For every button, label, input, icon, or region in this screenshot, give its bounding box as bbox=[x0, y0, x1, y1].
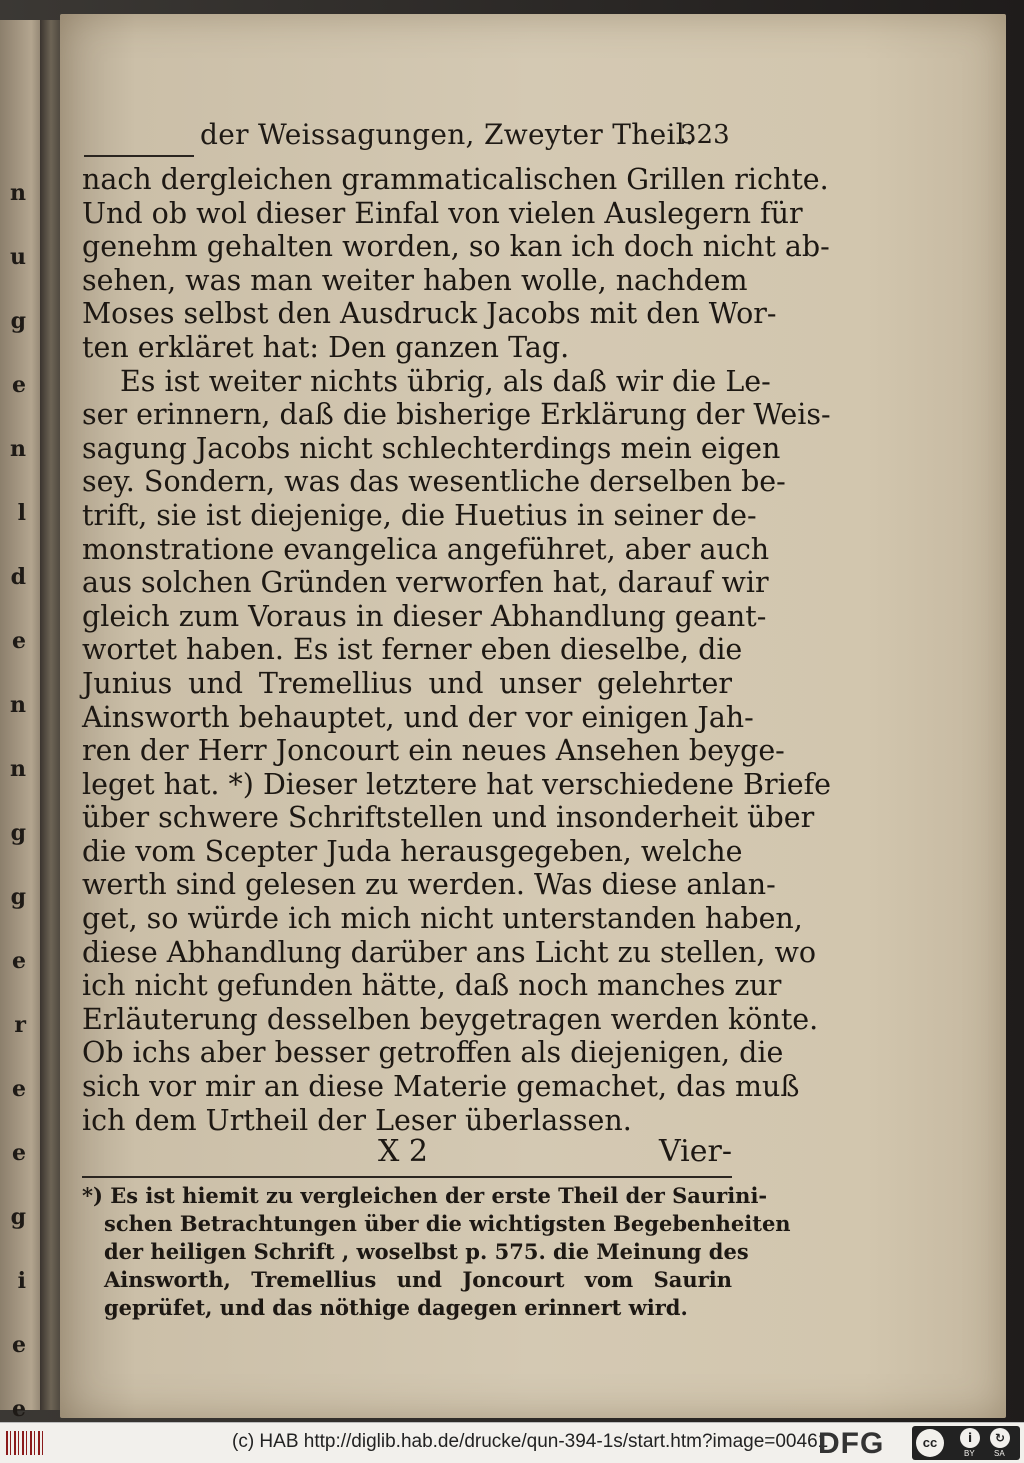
body-line: gleich zum Voraus in dieser Abhandlung geant- bbox=[82, 599, 767, 633]
body-line: Ainsworth behauptet, und der vor einigen Jah- bbox=[82, 700, 754, 734]
left-page-fragment: g bbox=[10, 1204, 26, 1230]
footnote-line: der heiligen Schrift , woselbst p. 575. die Meinung des bbox=[104, 1239, 749, 1264]
running-head-title: der Weissagungen, Zweyter Theil. bbox=[200, 118, 695, 151]
body-line: Es ist weiter nichts übrig, als daß wir die Le- bbox=[120, 364, 771, 398]
page-number: 323 bbox=[680, 120, 730, 150]
body-line: leget hat. *) Dieser letztere hat verschiedene Briefe bbox=[82, 767, 832, 801]
body-line: Moses selbst den Ausdruck Jacobs mit den Wor- bbox=[82, 297, 777, 331]
left-page-fragment: n bbox=[10, 692, 26, 718]
body-line: wortet haben. Es ist ferner eben dieselbe, die bbox=[82, 633, 743, 667]
body-line: ren der Herr Joncourt ein neues Ansehen beyge- bbox=[82, 734, 785, 768]
body-line: ten erkläret hat: Den ganzen Tag. bbox=[82, 330, 570, 364]
body-line: Ob ichs aber besser getroffen als diejenigen, die bbox=[82, 1036, 784, 1070]
body-line: über schwere Schriftstellen und insonderheit über bbox=[82, 801, 815, 835]
body-line: sich vor mir an diese Materie gemachet, das muß bbox=[82, 1070, 800, 1104]
body-line: die vom Scepter Juda herausgegeben, welche bbox=[82, 834, 743, 868]
footnote bbox=[82, 1182, 791, 1322]
signature-mark: X 2 bbox=[378, 1134, 428, 1169]
left-page-fragment: d bbox=[10, 564, 26, 590]
left-page-fragment: n bbox=[10, 756, 26, 782]
body-line: Und ob wol dieser Einfal von vielen Auslegern für bbox=[82, 196, 803, 230]
cc-icon: cc bbox=[916, 1429, 944, 1457]
copyright-credit[interactable]: (c) HAB http://diglib.hab.de/drucke/qun-394-1s/start.htm?image=00461 bbox=[232, 1431, 829, 1452]
catch-row bbox=[82, 1134, 732, 1174]
left-page-fragment: r bbox=[14, 1012, 26, 1038]
footnote-line: *) Es ist hiemit zu vergleichen der erste Theil der Saurini- bbox=[82, 1183, 768, 1208]
left-page-fragment: e bbox=[12, 372, 26, 398]
barcode-icon bbox=[6, 1431, 46, 1455]
left-page-fragment: e bbox=[12, 1332, 26, 1358]
left-page-fragment: e bbox=[12, 628, 26, 654]
footnote-line: Ainsworth, Tremellius und Joncourt vom Saurin bbox=[104, 1267, 732, 1292]
left-page-fragment: e bbox=[12, 948, 26, 974]
body-line: diese Abhandlung darüber ans Licht zu stellen, wo bbox=[82, 935, 817, 969]
license-sa-label: SA bbox=[994, 1449, 1005, 1458]
body-line: werth sind gelesen zu werden. Was diese anlan- bbox=[82, 868, 776, 902]
left-page-fragment: l bbox=[17, 500, 26, 526]
footnote-line: geprüfet, und das nöthige dagegen erinnert wird. bbox=[104, 1295, 688, 1320]
running-head-rule bbox=[84, 155, 194, 157]
footer-bar bbox=[0, 1422, 1024, 1463]
body-line: nach dergleichen grammaticalischen Grillen richte. bbox=[82, 163, 829, 196]
body-line: get, so würde ich mich nicht unterstanden haben, bbox=[82, 902, 803, 936]
footnote-rule bbox=[82, 1176, 732, 1178]
body-line: sagung Jacobs nicht schlechterdings mein eigen bbox=[82, 431, 781, 465]
left-page-fragment: i bbox=[17, 1268, 26, 1294]
body-line: Junius und Tremellius und unser gelehrter bbox=[82, 666, 732, 700]
body-line: monstratione evangelica angeführet, aber auch bbox=[82, 532, 770, 566]
body-text bbox=[82, 163, 832, 1137]
left-page-fragment: e bbox=[12, 1140, 26, 1166]
left-page-fragment: e bbox=[12, 1396, 26, 1422]
left-page-fragment: e bbox=[12, 1076, 26, 1102]
left-page-fragment: g bbox=[10, 820, 26, 846]
body-line: ich nicht gefunden hätte, daß noch manches zur bbox=[82, 969, 782, 1003]
share-alike-icon: ↻ bbox=[990, 1428, 1010, 1448]
body-line: sehen, was man weiter haben wolle, nachdem bbox=[82, 263, 748, 297]
left-page-fragment: g bbox=[10, 884, 26, 910]
body-line: aus solchen Gründen verworfen hat, darauf wir bbox=[82, 566, 769, 600]
body-line: ich dem Urtheil der Leser überlassen. bbox=[82, 1103, 632, 1137]
cc-license-badge[interactable] bbox=[912, 1426, 1020, 1460]
body-line: genehm gehalten worden, so kan ich doch nicht ab- bbox=[82, 230, 830, 264]
dfg-logo: DFG bbox=[818, 1427, 885, 1460]
left-page-fragment: n bbox=[10, 436, 26, 462]
body-line: trift, sie ist diejenige, die Huetius in seiner de- bbox=[82, 498, 757, 532]
left-page-fragment: g bbox=[10, 308, 26, 334]
footnote-line: schen Betrachtungen über die wichtigsten Begebenheiten bbox=[104, 1211, 791, 1236]
body-line: sey. Sondern, was das wesentliche derselben be- bbox=[82, 465, 786, 499]
catchword: Vier- bbox=[659, 1134, 732, 1169]
license-by-label: BY bbox=[964, 1449, 975, 1458]
left-page-fragment: n bbox=[10, 180, 26, 206]
left-page-fragment: u bbox=[10, 244, 26, 270]
book-spine bbox=[40, 20, 62, 1410]
body-line: Erläuterung desselben beygetragen werden könte. bbox=[82, 1002, 819, 1036]
attribution-icon: i bbox=[960, 1428, 980, 1448]
body-line: ser erinnern, daß die bisherige Erklärung der Weis- bbox=[82, 398, 831, 432]
